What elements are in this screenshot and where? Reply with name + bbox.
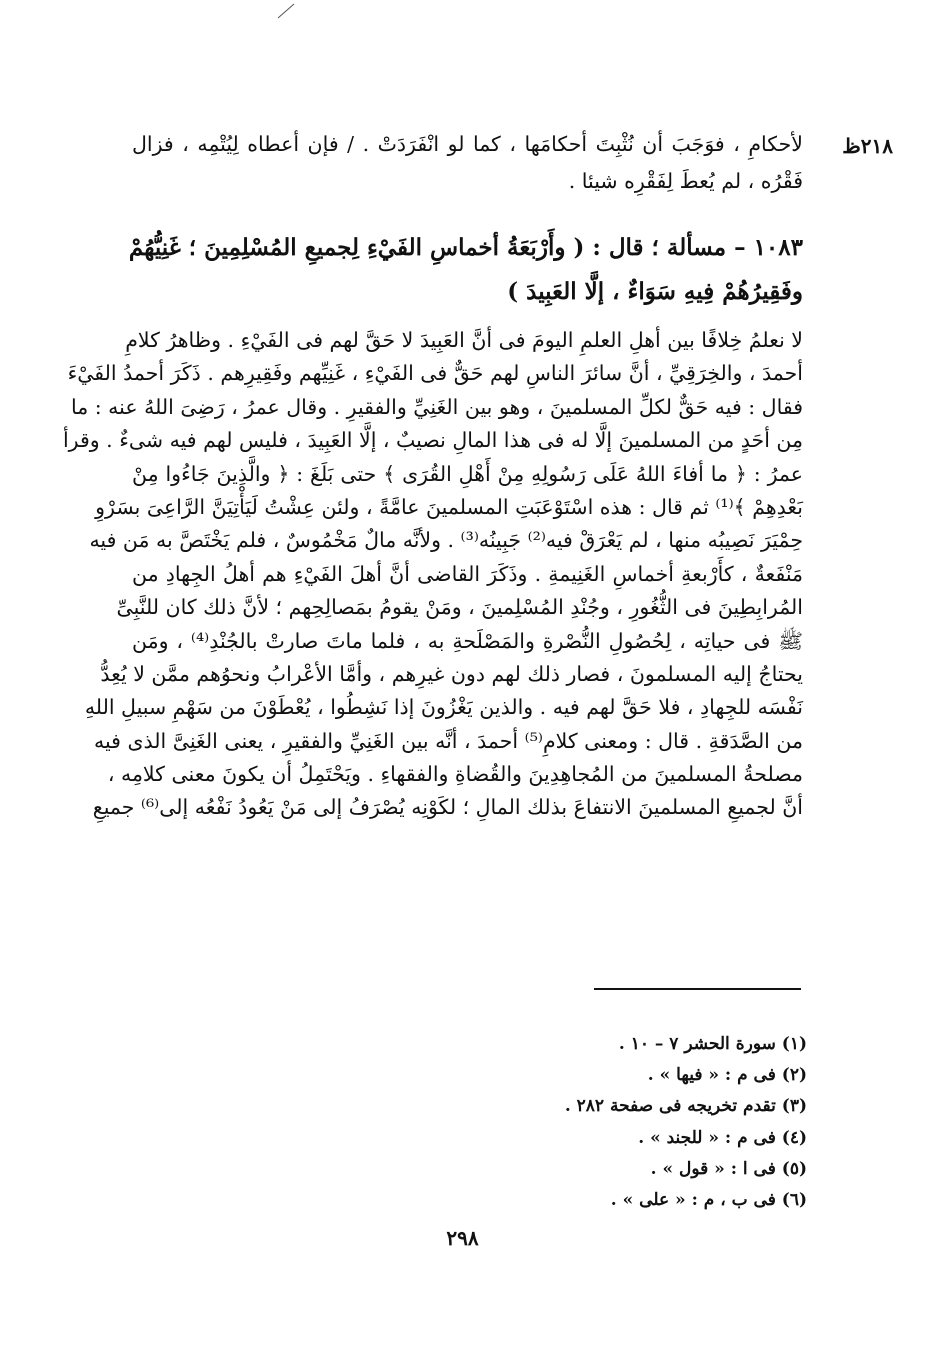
pen-stroke-mark	[276, 2, 296, 20]
body-line: أحمدَ ، والخِرَقِيِّ ، أنَّ سائرَ الناسِ لهم حَقٌّ فى الفَيْءِ ، غَنِيِّهم وفَقِيرِهم . ذَكَرَ أحمدُ الفَيْءَ	[67, 361, 803, 386]
body-line: من الصَّدَقةِ . قال : ومعنى كلامِ⁽⁵⁾ أحمدَ ، أنَّه بين الغَنِيِّ والفقيرِ ، يعنى الغَنِىَّ الذى فيه	[93, 728, 803, 753]
body-line: مِن أحَدٍ من المسلمينَ إلَّا له فى هذا المالِ نصيبٌ ، إلَّا العَبِيدَ ، فليس لهم فيه شىءٌ . وقرأ	[62, 428, 803, 453]
intro-paragraph	[132, 126, 803, 200]
footnote-item: (٥) فى ا : « قول » .	[650, 1158, 807, 1179]
body-line: أنَّ لجميعِ المسلمينَ الانتفاعَ بذلك المالِ ؛ لكَوْنِه يُصْرَفُ إلى مَنْ يَعُودُ نَفْعُه إلى⁽⁶⁾ جميعِ	[92, 795, 803, 820]
heading-line: وفَقِيرُهُمْ فِيهِ سَوَاءٌ ، إلَّا العَبِيدَ )	[507, 278, 803, 305]
body-line: عمرُ : ﴿ ما أفاءَ اللهُ عَلَى رَسُولِهِ مِنْ أَهْلِ القُرَى ﴾ حتى بَلَغَ : ﴿ والَّذِينَ جَاءُوا مِنْ	[132, 461, 803, 486]
footnote-item: (٣) تقدم تخريجه فى صفحة ٢٨٢ .	[564, 1096, 807, 1117]
body-line: حِمْيَرَ نَصِيبُه منها ، لم يَعْرَقْ فيه⁽²⁾ جَبِينُه⁽³⁾ . ولأنَّه مالٌ مَخْمُوسٌ ، فلم يَخْتَصَّ به مَن فيه	[89, 528, 803, 553]
page-number: ٢٩٨	[446, 1226, 479, 1250]
body-line: المُرابِطِينَ فى الثُّغُورِ ، وجُنْدِ المُسْلِمينَ ، ومَنْ يقومُ بمَصالِحِهم ؛ لأنَّ ذلك كان للنَّبِىِّ	[116, 595, 803, 620]
footnotes	[407, 1029, 807, 1216]
footnote-item: (٦) فى ب ، م : « على » .	[610, 1189, 807, 1210]
body-line: بَعْدِهِمْ ﴾⁽¹⁾ ثم قال : هذه اسْتَوْعَبَتِ المسلمينَ عامَّةً ، ولئن عِشْتُ لَيَأْتِيَنَّ الرَّاعِىَ بسَرْوِ	[95, 494, 803, 519]
body-line: ﷺ فى حياتِه ، لِحُصُولِ النُّصْرةِ والمَصْلَحةِ به ، فلما ماتَ صارتْ بالجُنْدِ⁽⁴⁾ ، ومَن	[132, 628, 804, 653]
issue-heading	[128, 226, 803, 314]
footnote-separator	[594, 988, 801, 990]
body-line: لا نعلمُ خِلافًا بين أهلِ العلمِ اليومَ فى أنَّ العَبِيدَ لا حَقَّ لهم فى الفَيْءِ . وظاهرُ كلامِ	[125, 328, 803, 352]
footnote-item: (٢) فى م : « فيها » .	[647, 1065, 807, 1086]
footnote-item: (٤) فى م : « للجند » .	[638, 1127, 807, 1148]
body-line: فقال : فيه حَقٌّ لكلِّ المسلمينَ ، وهو بين الغَنِيِّ والفقيرِ . وقال عمرُ ، رَضِىَ اللهُ عنه : ما	[71, 394, 803, 419]
body-line: مَنْفَعةٌ ، كأَرْبعةِ أخماسِ الغَنِيمةِ . وذَكَرَ القاضى أنَّ أهلَ الفَيْءِ هم أهلُ الجِهادِ من	[132, 561, 803, 586]
intro-line: لأحكامِ ، فوَجَبَ أن نُثْبِتَ أحكامَها ، كما لو انْفَرَدَتْ . / فإن أعطاه لِيُتْمِه ، فزال	[132, 132, 803, 156]
body-paragraph	[62, 324, 804, 825]
footnote-item: (١) سورة الحشر ٧ – ١٠ .	[618, 1034, 807, 1054]
margin-folio-note: ٢١٨ظ	[842, 134, 893, 158]
body-line: يحتاجُ إليه المسلمونَ ، فصار ذلك لهم دون غيرِهم ، وأمَّا الأعْرابُ ونحوُهم ممَّن لا يُعِدُّ	[100, 661, 803, 686]
heading-line: ١٠٨٣ – مسألة ؛ قال : ( وأَرْبَعَةُ أخماسِ الفَيْءِ لِجميعِ المُسْلِمِينَ ؛ غَنِيُّهُمْ	[128, 234, 803, 261]
body-line: مصلحةُ المسلمينَ من المُجاهِدِينَ والقُضاةِ والفقهاءِ . ويَحْتَمِلُ أن يكونَ معنى كلامِه ،	[107, 762, 803, 787]
body-line: نَفْسَه للجِهادِ ، فلا حَقَّ لهم فيه . والذين يَغْزُونَ إذا نَشِطُوا ، يُعْطَوْنَ من سَهْمِ سبيلِ اللهِ	[84, 695, 803, 720]
intro-line: فَقْرُه ، لم يُعطَ لِفَقْرِه شيئا .	[568, 169, 803, 193]
